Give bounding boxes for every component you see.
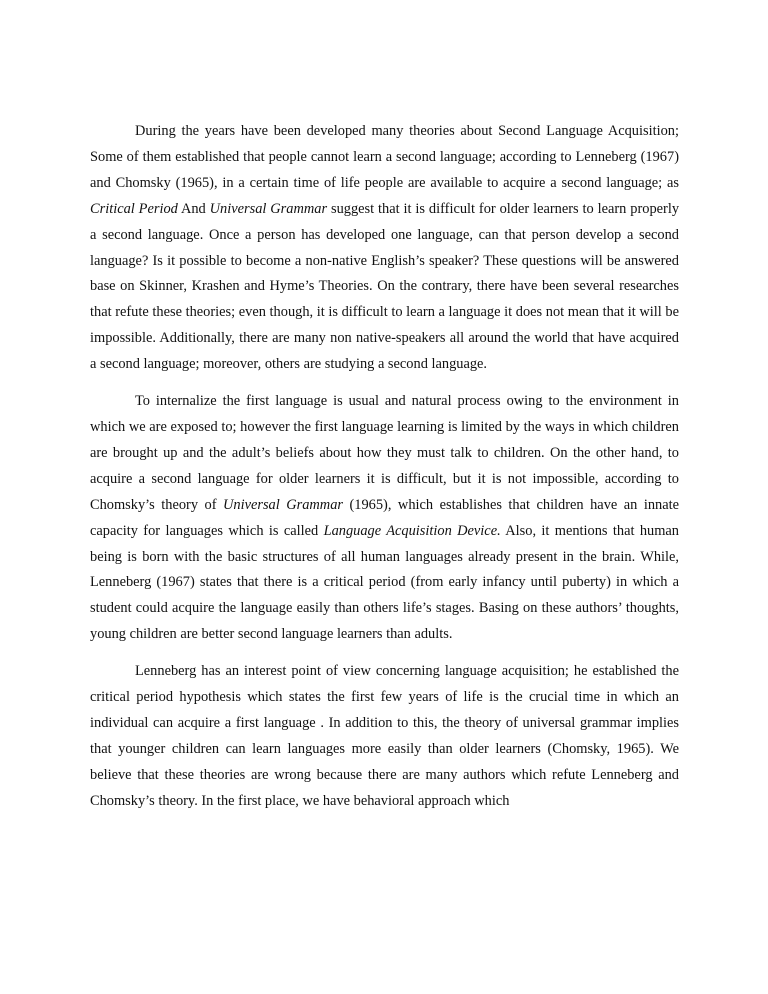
paragraph-2-text-2: (1965), which establishes that children have an innate capacity for languages which is called bbox=[90, 496, 679, 539]
paragraph-3-text-1: Lenneberg has an interest point of view concerning language acquisition; he established the critical period hypothesis which states the first few years of life is the crucial time in which an individual can acquire a first language . In addition to this, the theory of universal grammar implies that younger children can learn languages more easily than older learners (Chomsky, 1965). We believe that these theories are wrong because there are many authors which refute Lenneberg and Chomsky’s theory. In the first place, we have behavioral approach which bbox=[90, 663, 679, 809]
paragraph-2-text-1: To internalize the first language is usual and natural process owing to the environment in which we are exposed to; however the first language learning is limited by the ways in which children are brought up and the adult’s beliefs about how they must talk to children. On the other hand, to acquire a second language for older learners it is difficult, but it is not impossible, according to Chomsky’s theory of bbox=[90, 393, 679, 513]
paragraph-2 bbox=[90, 389, 679, 648]
paragraph-2-text-3: Also, it mentions that human being is born with the basic structures of all human languages already present in the brain. While, Lenneberg (1967) states that there is a critical period (from early infancy until puberty) in which a student could acquire the language easily than others life’s stages. Basing on these authors’ thoughts, young children are better second language learners than adults. bbox=[90, 522, 679, 643]
term-universal-grammar-2: Universal Grammar bbox=[222, 496, 343, 513]
paragraph-1-text-2: And bbox=[177, 200, 210, 217]
document-page bbox=[90, 119, 679, 826]
paragraph-1-text-1: During the years have been developed many theories about Second Language Acquisition; Some of them established that people cannot learn a second language; according to Lenneberg (1967) and Chomsky (1965), in a certain time of life people are available to acquire a second language; as bbox=[90, 123, 679, 191]
paragraph-3 bbox=[90, 659, 679, 814]
paragraph-1 bbox=[90, 119, 679, 378]
paragraph-1-text-3: suggest that it is difficult for older learners to learn properly a second language. Once a person has developed one language, can that person develop a second language? Is it possible to become a non-native English’s speaker? These questions will be answered base on Skinner, Krashen and Hyme’s Theories. On the contrary, there have been several researches that refute these theories; even though, it is difficult to learn a language it does not mean that it will be impossible. Additionally, there are many non native-speakers all around the world that have acquired a second language; moreover, others are studying a second language. bbox=[90, 200, 680, 373]
term-language-acquisition-device: Language Acquisition Device. bbox=[323, 522, 501, 539]
term-critical-period: Critical Period bbox=[90, 200, 178, 217]
term-universal-grammar: Universal Grammar bbox=[209, 200, 328, 217]
